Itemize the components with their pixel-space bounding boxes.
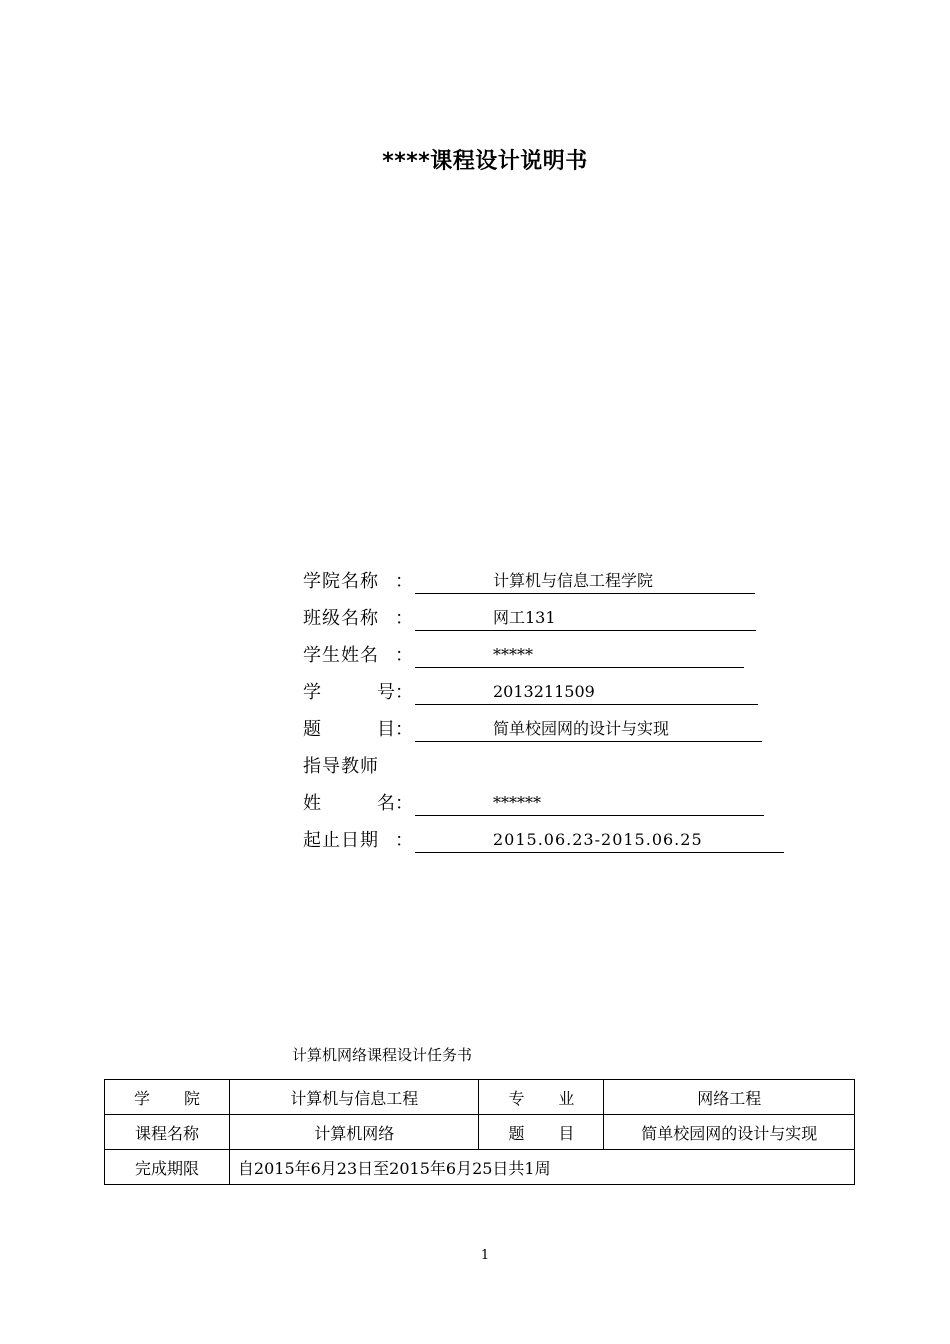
college-label: 学院名称 ： (303, 571, 413, 592)
task-table (104, 1079, 855, 1185)
topic-header-cell: 题 目 (479, 1115, 604, 1150)
course-header-cell: 课程名称 (105, 1115, 230, 1150)
major-cell: 网络工程 (604, 1080, 855, 1115)
teacher-value: ****** (415, 790, 764, 816)
table-row (105, 1150, 855, 1185)
dates-label: 起止日期 ： (303, 830, 413, 851)
topic-cell: 简单校园网的设计与实现 (604, 1115, 855, 1150)
student-id-label: 学 号 ： (303, 682, 413, 703)
student-value: ***** (415, 642, 744, 668)
page-number: 1 (480, 1248, 490, 1263)
teacher-label-line1: 指导教师 (303, 756, 379, 777)
major-header-cell: 专 业 (479, 1080, 604, 1115)
deadline-header-cell: 完成期限 (105, 1150, 230, 1185)
class-label: 班级名称 ： (303, 608, 413, 629)
table-row (105, 1115, 855, 1150)
teacher-label: 姓 名 ： (303, 793, 413, 814)
college-header-cell: 学 院 (105, 1080, 230, 1115)
document-title: ****课程设计说明书 (382, 149, 588, 174)
student-label: 学生姓名 ： (303, 645, 413, 666)
college-cell: 计算机与信息工程 (229, 1080, 479, 1115)
task-heading: 计算机网络课程设计任务书 (292, 1046, 473, 1064)
topic-label: 题 目 ： (303, 719, 413, 740)
dates-value: 2015.06.23-2015.06.25 (415, 827, 784, 853)
deadline-cell: 自2015年6月23日至2015年6月25日共1周 (229, 1150, 854, 1185)
class-value: 网工131 (415, 605, 756, 631)
table-row (105, 1080, 855, 1115)
student-id-value: 2013211509 (415, 679, 758, 705)
college-value: 计算机与信息工程学院 (415, 568, 755, 594)
course-cell: 计算机网络 (229, 1115, 479, 1150)
topic-value: 简单校园网的设计与实现 (415, 716, 762, 742)
